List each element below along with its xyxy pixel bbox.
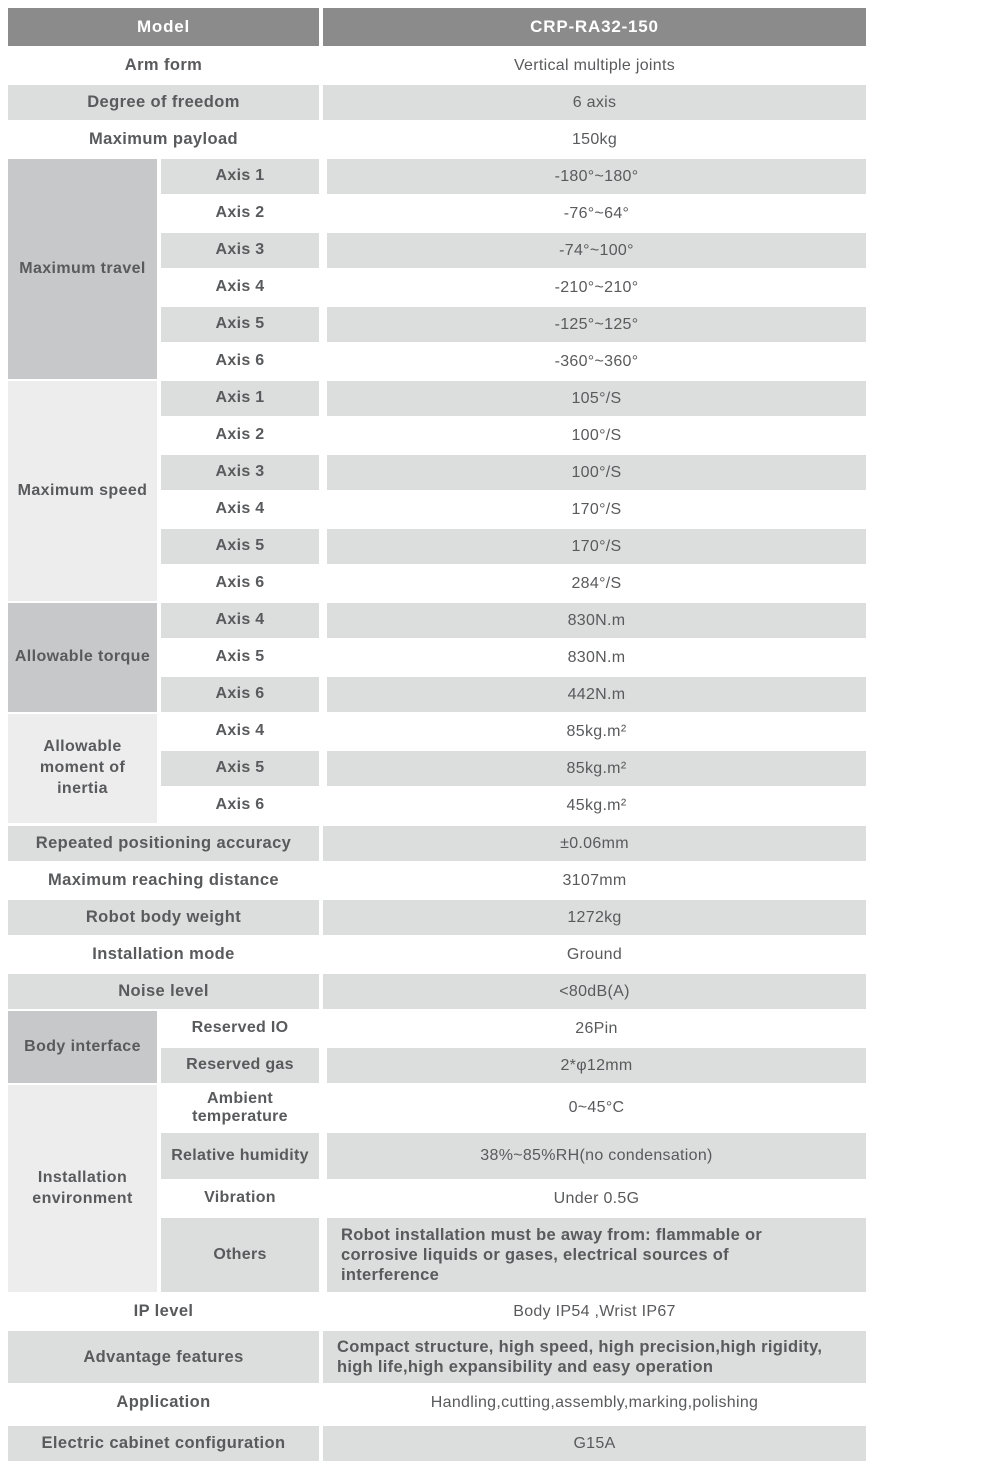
maximum-reaching-distance-value: 3107mm: [562, 871, 627, 889]
travel-axis-5-label: Axis 5: [161, 307, 319, 342]
speed-axis-5-value: 170°/S: [327, 529, 866, 564]
torque-axis-6-value: 442N.m: [327, 677, 866, 712]
travel-axis-4-label: Axis 4: [215, 278, 265, 296]
ip-level-label: IP level: [133, 1302, 194, 1321]
inertia-axis-5-label: Axis 5: [161, 751, 319, 786]
row-travel-axis-4: [161, 270, 866, 305]
header-model-value: CRP-RA32-150: [323, 8, 866, 46]
row-noise-level: [8, 974, 866, 1009]
allowable-torque-rows: [161, 603, 866, 712]
maximum-reaching-distance-label: Maximum reaching distance: [48, 871, 279, 890]
degree-of-freedom-label: Degree of freedom: [8, 85, 319, 120]
torque-axis-6-label: Axis 6: [161, 677, 319, 712]
row-installation-mode: [8, 937, 866, 972]
row-advantage-features: [8, 1331, 866, 1383]
row-travel-axis-1: [161, 159, 866, 194]
torque-axis-4-label: Axis 4: [161, 603, 319, 638]
maximum-travel-rows: [161, 159, 866, 379]
maximum-travel-group-label: Maximum travel: [8, 159, 157, 379]
row-relative-humidity: [161, 1133, 866, 1179]
travel-axis-4-value: -210°~210°: [554, 278, 639, 296]
others-label: Others: [161, 1218, 319, 1292]
row-travel-axis-5: [161, 307, 866, 342]
installation-mode-label: Installation mode: [92, 945, 235, 964]
speed-axis-6-value: 284°/S: [571, 574, 622, 592]
others-value: Robot installation must be away from: flammable or corrosive liquids or gases, electrical sources of interference: [327, 1218, 866, 1292]
application-label: Application: [116, 1393, 211, 1412]
degree-of-freedom-value: 6 axis: [323, 85, 866, 120]
ambient-temperature-value: 0~45°C: [568, 1099, 625, 1117]
inertia-axis-4-value: 85kg.m²: [566, 722, 627, 740]
row-vibration: [161, 1181, 866, 1216]
row-travel-axis-3: [161, 233, 866, 268]
reserved-io-value: 26Pin: [575, 1019, 618, 1037]
speed-axis-6-label: Axis 6: [215, 574, 265, 592]
travel-axis-3-value: -74°~100°: [327, 233, 866, 268]
travel-axis-6-label: Axis 6: [215, 352, 265, 370]
reserved-gas-label: Reserved gas: [161, 1048, 319, 1083]
row-speed-axis-1: [161, 381, 866, 416]
installation-mode-value: Ground: [566, 945, 623, 963]
row-inertia-axis-4: [161, 714, 866, 749]
row-arm-form: [8, 48, 866, 83]
travel-axis-5-value: -125°~125°: [327, 307, 866, 342]
inertia-axis-6-label: Axis 6: [215, 796, 265, 814]
installation-environment-rows: [161, 1085, 866, 1292]
noise-level-value: <80dB(A): [323, 974, 866, 1009]
repeated-positioning-accuracy-value: ±0.06mm: [323, 826, 866, 861]
installation-environment-group-label: Installation environment: [8, 1085, 157, 1292]
reserved-gas-value: 2*φ12mm: [327, 1048, 866, 1083]
inertia-axis-6-value: 45kg.m²: [566, 796, 627, 814]
robot-body-weight-label: Robot body weight: [8, 900, 319, 935]
ambient-temperature-label: Ambient temperature: [192, 1089, 288, 1125]
robot-spec-table: [8, 8, 866, 1461]
row-electric-cabinet-configuration: [8, 1426, 866, 1461]
section-allowable-moment-of-inertia: [8, 714, 866, 823]
table-header-row: [8, 8, 866, 46]
torque-axis-5-value: 830N.m: [567, 648, 626, 666]
maximum-speed-group-label: Maximum speed: [8, 381, 157, 601]
robot-body-weight-value: 1272kg: [323, 900, 866, 935]
speed-axis-1-value: 105°/S: [327, 381, 866, 416]
travel-axis-6-value: -360°~360°: [554, 352, 639, 370]
row-robot-body-weight: [8, 900, 866, 935]
speed-axis-1-label: Axis 1: [161, 381, 319, 416]
travel-axis-1-label: Axis 1: [161, 159, 319, 194]
maximum-payload-value: 150kg: [571, 130, 618, 148]
noise-level-label: Noise level: [8, 974, 319, 1009]
row-reserved-gas: [161, 1048, 866, 1083]
allowable-torque-group-label: Allowable torque: [8, 603, 157, 712]
row-others: [161, 1218, 866, 1292]
electric-cabinet-configuration-value: G15A: [323, 1426, 866, 1461]
reserved-io-label: Reserved IO: [191, 1019, 289, 1037]
row-degree-of-freedom: [8, 85, 866, 120]
row-speed-axis-5: [161, 529, 866, 564]
section-maximum-travel: [8, 159, 866, 379]
row-ip-level: [8, 1294, 866, 1329]
advantage-features-value: Compact structure, high speed, high precision,high rigidity, high life,high expansibility and easy operation: [323, 1331, 866, 1383]
row-speed-axis-2: [161, 418, 866, 453]
maximum-speed-rows: [161, 381, 866, 601]
section-allowable-torque: [8, 603, 866, 712]
arm-form-value: Vertical multiple joints: [513, 56, 676, 74]
row-speed-axis-4: [161, 492, 866, 527]
speed-axis-2-label: Axis 2: [215, 426, 265, 444]
speed-axis-2-value: 100°/S: [571, 426, 622, 444]
ip-level-value: Body IP54 ,Wrist IP67: [513, 1302, 676, 1320]
speed-axis-4-label: Axis 4: [215, 500, 265, 518]
body-interface-group-label: Body interface: [8, 1011, 157, 1083]
relative-humidity-value: 38%~85%RH(no condensation): [327, 1133, 866, 1179]
row-torque-axis-4: [161, 603, 866, 638]
row-travel-axis-6: [161, 344, 866, 379]
speed-axis-3-label: Axis 3: [161, 455, 319, 490]
row-inertia-axis-5: [161, 751, 866, 786]
row-torque-axis-5: [161, 640, 866, 675]
row-travel-axis-2: [161, 196, 866, 231]
arm-form-label: Arm form: [124, 56, 203, 75]
row-maximum-reaching-distance: [8, 863, 866, 898]
row-torque-axis-6: [161, 677, 866, 712]
travel-axis-1-value: -180°~180°: [327, 159, 866, 194]
torque-axis-4-value: 830N.m: [327, 603, 866, 638]
speed-axis-3-value: 100°/S: [327, 455, 866, 490]
speed-axis-5-label: Axis 5: [161, 529, 319, 564]
row-speed-axis-3: [161, 455, 866, 490]
repeated-positioning-accuracy-label: Repeated positioning accuracy: [8, 826, 319, 861]
row-maximum-payload: [8, 122, 866, 157]
row-inertia-axis-6: [161, 788, 866, 823]
inertia-axis-5-value: 85kg.m²: [327, 751, 866, 786]
electric-cabinet-configuration-label: Electric cabinet configuration: [8, 1426, 319, 1461]
speed-axis-4-value: 170°/S: [571, 500, 622, 518]
body-interface-rows: [161, 1011, 866, 1083]
row-repeated-positioning-accuracy: [8, 826, 866, 861]
travel-axis-2-value: -76°~64°: [563, 204, 630, 222]
section-maximum-speed: [8, 381, 866, 601]
torque-axis-5-label: Axis 5: [215, 648, 265, 666]
application-value: Handling,cutting,assembly,marking,polishing: [430, 1393, 759, 1411]
header-model-label: Model: [8, 8, 319, 46]
travel-axis-3-label: Axis 3: [161, 233, 319, 268]
advantage-features-label: Advantage features: [8, 1331, 319, 1383]
row-reserved-io: [161, 1011, 866, 1046]
maximum-payload-label: Maximum payload: [88, 130, 239, 149]
relative-humidity-label: Relative humidity: [161, 1133, 319, 1179]
row-application: [8, 1385, 866, 1420]
allowable-moment-rows: [161, 714, 866, 823]
row-ambient-temperature: [161, 1085, 866, 1131]
travel-axis-2-label: Axis 2: [215, 204, 265, 222]
row-speed-axis-6: [161, 566, 866, 601]
section-installation-environment: [8, 1085, 866, 1292]
vibration-label: Vibration: [204, 1189, 276, 1207]
inertia-axis-4-label: Axis 4: [215, 722, 265, 740]
allowable-moment-group-label: Allowable moment of inertia: [8, 714, 157, 823]
section-body-interface: [8, 1011, 866, 1083]
vibration-value: Under 0.5G: [553, 1189, 640, 1207]
